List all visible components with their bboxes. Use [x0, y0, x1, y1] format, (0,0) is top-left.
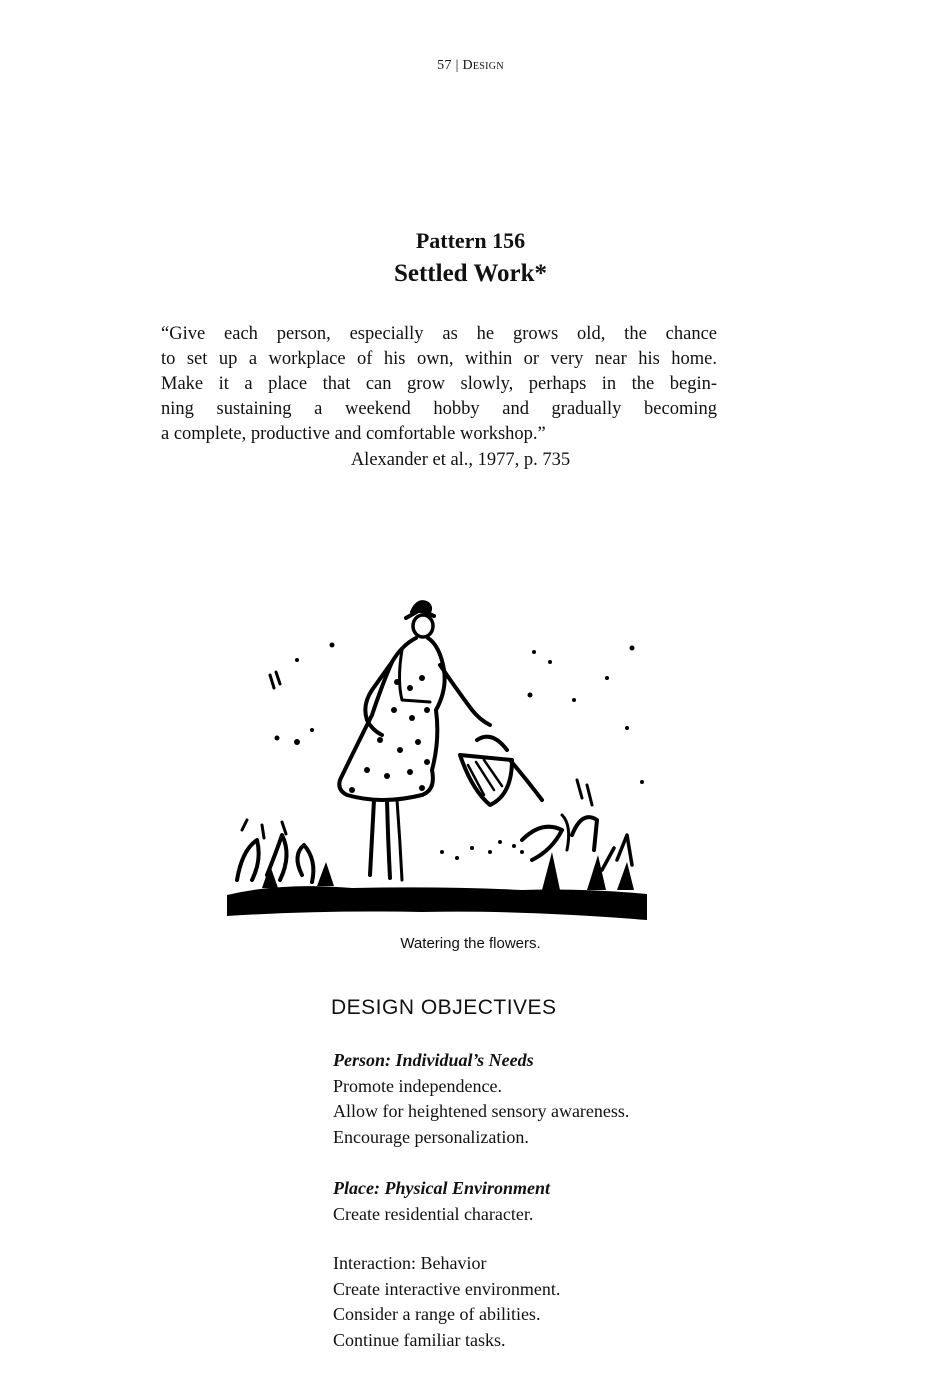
- quote-block: [161, 322, 717, 447]
- objective-group-title: Person: Individual’s Needs: [333, 1050, 534, 1070]
- objective-group-place: [333, 1176, 550, 1227]
- objective-item: Create interactive environment.: [333, 1278, 561, 1299]
- pattern-number: Pattern 156: [415, 228, 526, 253]
- section-name: Design: [462, 58, 504, 73]
- illustration-woman-watering-flowers: [222, 590, 652, 925]
- citation-text: Alexander et al., 1977, p. 735: [350, 450, 571, 470]
- objective-group-person: [333, 1048, 629, 1150]
- objective-group-title: Interaction: Behavior: [333, 1253, 487, 1273]
- objective-item: Consider a range of abilities.: [333, 1304, 541, 1324]
- objective-item: Continue familiar tasks.: [333, 1329, 506, 1350]
- objective-item: Encourage personalization.: [333, 1126, 529, 1147]
- quote-line: ning sustaining a weekend hobby and gradually becoming: [161, 399, 717, 419]
- objective-item: Allow for heightened sensory awareness.: [333, 1101, 630, 1121]
- quote-line: a complete, productive and comfortable workshop.”: [161, 424, 546, 444]
- quote-citation: [0, 450, 941, 471]
- quote-line: “Give each person, especially as he grows old, the chance: [161, 324, 717, 344]
- objective-item: Promote independence.: [333, 1075, 502, 1096]
- figure-caption: Watering the flowers.: [400, 935, 541, 952]
- sketch-drawing: [222, 590, 652, 925]
- page-header: [0, 58, 941, 74]
- quote-line: Make it a place that can grow slowly, perhaps in the begin-: [161, 374, 717, 394]
- objective-group-interaction: [333, 1251, 560, 1353]
- design-objectives-heading: DESIGN OBJECTIVES: [331, 996, 557, 1019]
- quote-line: to set up a workplace of his own, within or very near his home.: [161, 349, 717, 369]
- header-separator: |: [455, 58, 459, 73]
- objective-item: Create residential character.: [333, 1203, 534, 1224]
- objective-group-title: Place: Physical Environment: [333, 1178, 550, 1198]
- pattern-title: Settled Work*: [393, 260, 547, 287]
- page-number: 57: [437, 58, 452, 73]
